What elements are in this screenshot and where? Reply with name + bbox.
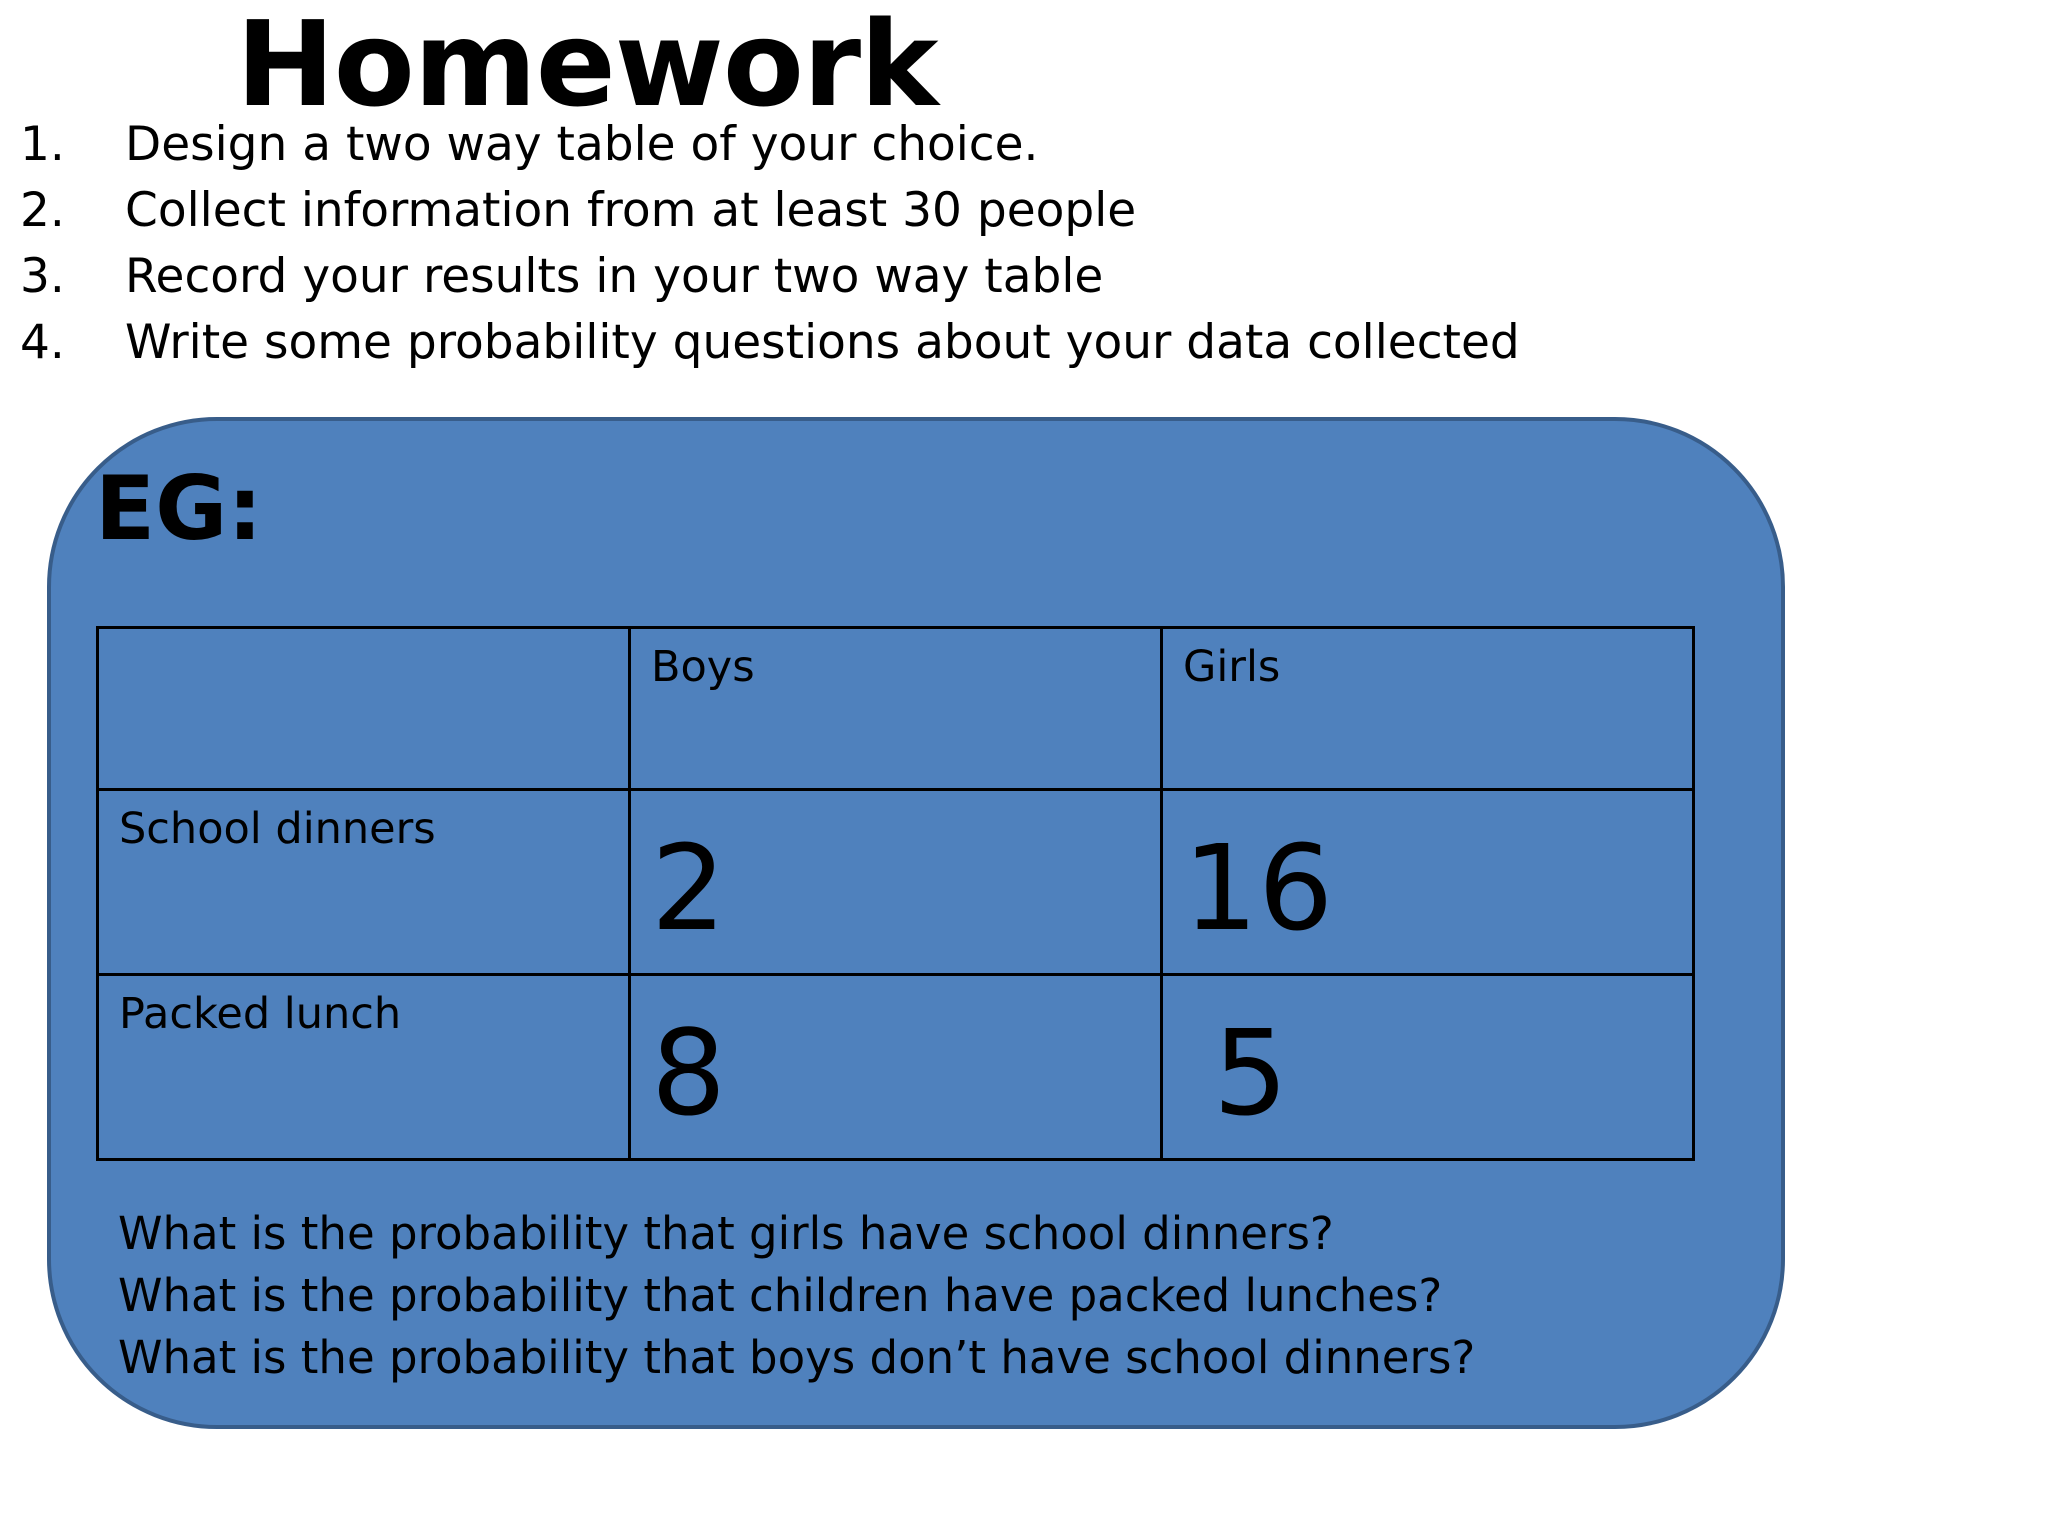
example-label: EG: — [95, 457, 263, 560]
question-item: What is the probability that girls have school dinners? — [118, 1207, 1334, 1260]
value-cell-school-dinners-boys: 2 — [630, 790, 1162, 975]
task-item — [20, 178, 1520, 244]
task-item — [20, 310, 1520, 376]
row-label-school-dinners: School dinners — [98, 790, 630, 975]
task-item — [20, 244, 1520, 310]
task-item — [20, 112, 1520, 178]
slide-title: Homework — [236, 0, 938, 133]
column-header-girls: Girls — [1162, 628, 1694, 790]
task-text: Design a two way table of your choice. — [125, 117, 1039, 172]
value-cell-packed-lunch-boys: 8 — [630, 975, 1162, 1160]
task-text: Collect information from at least 30 people — [125, 183, 1137, 238]
task-number: 2. — [20, 183, 65, 238]
column-header-boys: Boys — [630, 628, 1162, 790]
task-number: 1. — [20, 117, 65, 172]
task-number: 3. — [20, 249, 65, 304]
question-item: What is the probability that boys don’t have school dinners? — [118, 1331, 1476, 1384]
task-number: 4. — [20, 315, 65, 370]
table-row — [98, 790, 1694, 975]
task-text: Record your results in your two way table — [125, 249, 1104, 304]
table-corner-cell — [98, 628, 630, 790]
question-item: What is the probability that children have packed lunches? — [118, 1269, 1443, 1322]
row-label-packed-lunch: Packed lunch — [98, 975, 630, 1160]
task-list — [20, 112, 1520, 376]
task-text: Write some probability questions about your data collected — [125, 315, 1520, 370]
example-panel — [47, 417, 1785, 1429]
table-row — [98, 975, 1694, 1160]
question-list — [118, 1203, 1475, 1389]
table-header-row — [98, 628, 1694, 790]
two-way-table — [96, 626, 1695, 1161]
value-cell-school-dinners-girls: 16 — [1162, 790, 1694, 975]
value-cell-packed-lunch-girls: 5 — [1162, 975, 1694, 1160]
